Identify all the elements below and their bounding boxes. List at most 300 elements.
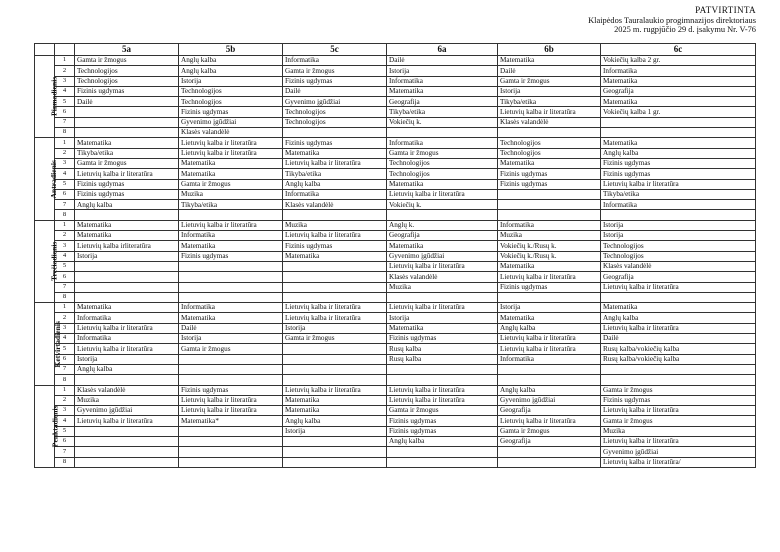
approval-title: PATVIRTINTA [695, 5, 756, 15]
lesson-row [35, 189, 756, 199]
lesson-cell: Gamta ir žmogus [387, 148, 498, 158]
lesson-cell: Informatika [179, 231, 283, 241]
day-label-cell [35, 303, 62, 385]
lesson-number: 2 [55, 231, 75, 241]
lesson-cell: Gamta ir žmogus [75, 158, 179, 168]
lesson-cell: Istorija [387, 66, 498, 76]
lesson-cell: Informatika [387, 76, 498, 86]
lesson-cell: Gamta ir žmogus [179, 179, 283, 189]
lesson-cell [179, 457, 283, 467]
lesson-cell [179, 261, 283, 271]
lesson-cell: Fizinis ugdymas [601, 158, 756, 168]
lesson-cell [283, 128, 387, 138]
lesson-cell: Lietuvių kalba ir literatūra [601, 436, 756, 446]
lesson-cell: Anglų kalba [601, 148, 756, 158]
lesson-number: 4 [55, 334, 75, 344]
lesson-cell: Matematika [498, 261, 601, 271]
lesson-cell [283, 354, 387, 364]
lesson-number: 2 [55, 395, 75, 405]
lesson-cell: Istorija [179, 76, 283, 86]
lesson-cell: Vokiečių k. [387, 200, 498, 210]
lesson-cell [601, 117, 756, 127]
lesson-cell [75, 210, 179, 220]
lesson-number: 2 [55, 66, 75, 76]
lesson-cell: Istorija [75, 251, 179, 261]
lesson-cell: Matematika [601, 76, 756, 86]
lesson-cell: Anglų kalba [498, 323, 601, 333]
lesson-cell: Fizinis ugdymas [498, 179, 601, 189]
lesson-cell [75, 107, 179, 117]
lesson-row [35, 117, 756, 127]
lesson-row [35, 344, 756, 354]
lesson-row [35, 86, 756, 96]
lesson-cell: Matematika [75, 138, 179, 148]
lesson-cell [283, 344, 387, 354]
lesson-cell: Lietuvių kalba ir literatūra [601, 282, 756, 292]
lesson-number: 3 [55, 158, 75, 168]
lesson-number: 2 [55, 313, 75, 323]
lesson-row [35, 169, 756, 179]
lesson-cell [601, 375, 756, 385]
lesson-cell: Informatika [498, 354, 601, 364]
lesson-cell: Lietuvių kalba ir literatūra [498, 416, 601, 426]
lesson-cell: Lietuvių kalba ir literatūra [601, 179, 756, 189]
lesson-cell [179, 210, 283, 220]
lesson-cell: Istorija [387, 313, 498, 323]
lesson-cell: Rusų kalba/vokiečių kalba [601, 344, 756, 354]
day-label: Ketvirtadienis [52, 320, 62, 368]
lesson-cell: Fizinis ugdymas [283, 138, 387, 148]
lesson-cell [75, 282, 179, 292]
lesson-cell: Rusų kalba [387, 344, 498, 354]
lesson-cell: Vokiečių kalba 1 gr. [601, 107, 756, 117]
lesson-cell: Matematika [498, 158, 601, 168]
lesson-cell: Matematika [75, 220, 179, 230]
lesson-cell: Muzika [283, 220, 387, 230]
lesson-cell: Technologijos [498, 138, 601, 148]
lesson-cell: Fizinis ugdymas [498, 169, 601, 179]
lesson-number: 7 [55, 117, 75, 127]
lesson-cell [75, 426, 179, 436]
lesson-row [35, 56, 756, 66]
lesson-cell: Technologijos [387, 158, 498, 168]
lesson-number: 4 [55, 251, 75, 261]
approval-line-2: 2025 m. rugpjūčio 29 d. įsakymu Nr. V-76 [614, 25, 756, 35]
lesson-cell: Geografija [498, 406, 601, 416]
lesson-cell [283, 436, 387, 446]
lesson-cell [75, 117, 179, 127]
lesson-cell: Geografija [498, 436, 601, 446]
lesson-cell [601, 364, 756, 374]
lesson-number: 6 [55, 436, 75, 446]
lesson-number: 3 [55, 241, 75, 251]
lesson-number: 6 [55, 272, 75, 282]
lesson-row [35, 261, 756, 271]
lesson-number: 7 [55, 200, 75, 210]
lesson-number: 5 [55, 179, 75, 189]
lesson-cell: Klasės valandėlė [498, 117, 601, 127]
lesson-cell: Lietuvių kalba ir literatūra [283, 303, 387, 313]
lesson-cell: Anglų kalba [75, 364, 179, 374]
lesson-cell: Anglų kalba [601, 313, 756, 323]
lesson-row [35, 66, 756, 76]
lesson-cell [75, 436, 179, 446]
lesson-cell: Anglų kalba [387, 436, 498, 446]
lesson-cell: Matematika [601, 303, 756, 313]
lesson-cell: Klasės valandėlė [387, 272, 498, 282]
lesson-cell: Dailė [498, 66, 601, 76]
lesson-cell [179, 364, 283, 374]
lesson-row [35, 323, 756, 333]
lesson-row [35, 282, 756, 292]
lesson-cell [601, 210, 756, 220]
lesson-cell: Informatika [498, 220, 601, 230]
lesson-cell: Gyvenimo įgūdžiai [601, 447, 756, 457]
lesson-row [35, 76, 756, 86]
lesson-row [35, 272, 756, 282]
lesson-cell: Lietuvių kalba ir literatūra [283, 158, 387, 168]
lesson-cell: Anglų kalba [75, 200, 179, 210]
lesson-cell: Lietuvių kalba ir literatūra [179, 148, 283, 158]
lesson-cell [498, 292, 601, 302]
lesson-cell [601, 128, 756, 138]
lesson-cell: Tikyba/etika [498, 97, 601, 107]
lesson-cell: Technologijos [179, 97, 283, 107]
lesson-cell: Anglų k. [387, 220, 498, 230]
lesson-cell: Vokiečių k./Rusų k. [498, 241, 601, 251]
day-label: Trečiadienis [49, 241, 59, 282]
lesson-number: 5 [55, 344, 75, 354]
lesson-cell: Technologijos [283, 117, 387, 127]
lesson-number: 7 [55, 447, 75, 457]
lesson-cell: Geografija [387, 97, 498, 107]
day-label: Antradienis [48, 159, 58, 199]
lesson-cell [75, 292, 179, 302]
lesson-row [35, 457, 756, 467]
lesson-cell: Vokiečių k. [387, 117, 498, 127]
lesson-number: 4 [55, 169, 75, 179]
lesson-cell: Gyvenimo įgūdžiai [498, 395, 601, 405]
lesson-cell: Geografija [387, 231, 498, 241]
lesson-cell: Lietuvių kalba ir literatūra [387, 261, 498, 271]
lesson-cell: Vokiečių kalba 2 gr. [601, 56, 756, 66]
lesson-number: 1 [55, 138, 75, 148]
lesson-cell [179, 447, 283, 457]
lesson-cell: Informatika [387, 138, 498, 148]
class-header: 5a [75, 44, 179, 56]
lesson-cell: Lietuvių kalba ir literatūra [179, 406, 283, 416]
lesson-cell: Informatika [283, 189, 387, 199]
lesson-row [35, 158, 756, 168]
lesson-cell: Technologijos [75, 76, 179, 86]
lesson-cell: Matematika [179, 169, 283, 179]
lesson-cell: Istorija [179, 334, 283, 344]
lesson-cell: Technologijos [498, 148, 601, 158]
lesson-number: 8 [55, 128, 75, 138]
lesson-cell: Tikyba/etika [75, 148, 179, 158]
lesson-number: 8 [55, 292, 75, 302]
lesson-cell: Istorija [75, 354, 179, 364]
lesson-cell: Lietuvių kalba ir literatūra [387, 303, 498, 313]
lesson-cell [498, 447, 601, 457]
lesson-cell: Informatika [283, 56, 387, 66]
lesson-row [35, 364, 756, 374]
lesson-cell: Gamta ir žmogus [601, 385, 756, 395]
approval-line-1: Klaipėdos Tauralaukio progimnazijos direktoriaus [588, 15, 756, 25]
lesson-cell: Muzika [179, 189, 283, 199]
lesson-cell: Lietuvių kalba ir literatūra [283, 231, 387, 241]
lesson-cell: Matematika [387, 241, 498, 251]
lesson-cell [283, 261, 387, 271]
lesson-row [35, 179, 756, 189]
lesson-cell [283, 272, 387, 282]
lesson-cell: Lietuvių kalba ir literatūra [179, 220, 283, 230]
lesson-row [35, 220, 756, 230]
lesson-cell: Lietuvių kalba ir literatūra [387, 395, 498, 405]
lesson-cell: Matematika* [179, 416, 283, 426]
lesson-cell [601, 292, 756, 302]
class-header: 5b [179, 44, 283, 56]
lesson-row [35, 138, 756, 148]
lesson-cell [75, 457, 179, 467]
lesson-cell [75, 261, 179, 271]
lesson-cell: Gamta ir žmogus [498, 76, 601, 86]
lesson-number: 1 [55, 220, 75, 230]
lesson-number: 5 [55, 261, 75, 271]
lesson-row [35, 375, 756, 385]
lesson-cell: Technologijos [601, 251, 756, 261]
lesson-cell [179, 272, 283, 282]
lesson-cell: Lietuvių kalba ir literatūra [387, 385, 498, 395]
class-header: 6b [498, 44, 601, 56]
lesson-row [35, 148, 756, 158]
timetable-body [35, 56, 756, 468]
lesson-cell [283, 282, 387, 292]
lesson-number: 8 [55, 375, 75, 385]
lesson-cell: Dailė [283, 86, 387, 96]
lesson-cell: Matematika [387, 179, 498, 189]
lesson-cell: Fizinis ugdymas [498, 282, 601, 292]
lesson-cell: Gamta ir žmogus [498, 426, 601, 436]
lesson-cell: Gamta ir žmogus [387, 406, 498, 416]
lesson-cell: Dailė [601, 334, 756, 344]
lesson-number: 3 [55, 323, 75, 333]
lesson-number: 1 [55, 303, 75, 313]
lesson-cell: Tikyba/etika [387, 107, 498, 117]
lesson-cell [283, 364, 387, 374]
lesson-cell: Tikyba/etika [601, 189, 756, 199]
lesson-cell: Lietuvių kalba ir literatūra [498, 344, 601, 354]
lesson-cell [283, 447, 387, 457]
lesson-cell [283, 292, 387, 302]
lesson-cell [387, 375, 498, 385]
lesson-cell: Informatika [179, 303, 283, 313]
lesson-cell [283, 210, 387, 220]
lesson-row [35, 447, 756, 457]
lesson-cell: Lietuvių kalba ir literatūra [283, 385, 387, 395]
approval-block [496, 6, 756, 35]
lesson-cell: Fizinis ugdymas [179, 385, 283, 395]
lesson-cell: Tikyba/etika [283, 169, 387, 179]
lesson-cell: Gyvenimo įgūdžiai [179, 117, 283, 127]
lesson-cell [179, 426, 283, 436]
lesson-cell [283, 375, 387, 385]
lesson-number: 5 [55, 97, 75, 107]
lesson-number: 8 [55, 210, 75, 220]
day-label: Penktadienis [50, 405, 60, 448]
lesson-row [35, 210, 756, 220]
lesson-cell: Fizinis ugdymas [387, 426, 498, 436]
lesson-cell: Anglų kalba [179, 66, 283, 76]
lesson-number: 2 [55, 148, 75, 158]
class-header: 5c [283, 44, 387, 56]
lesson-row [35, 406, 756, 416]
lesson-cell: Matematika [75, 303, 179, 313]
lesson-cell [75, 272, 179, 282]
lesson-cell: Lietuvių kalba ir literatūra [179, 138, 283, 148]
lesson-cell: Klasės valandėlė [179, 128, 283, 138]
lesson-cell: Lietuvių kalba ir literatūra [75, 323, 179, 333]
lesson-number: 6 [55, 354, 75, 364]
lesson-cell [387, 210, 498, 220]
header-corner [55, 44, 75, 56]
day-label-cell [35, 220, 59, 302]
day-label-cell [35, 138, 58, 220]
lesson-cell: Rusų kalba [387, 354, 498, 364]
lesson-cell: Fizinis ugdymas [75, 179, 179, 189]
lesson-cell: Dailė [387, 56, 498, 66]
lesson-cell: Informatika [75, 334, 179, 344]
lesson-row [35, 416, 756, 426]
lesson-cell: Gyvenimo įgūdžiai [387, 251, 498, 261]
lesson-row [35, 303, 756, 313]
lesson-cell: Lietuvių kalba ir literatūra [601, 406, 756, 416]
lesson-cell: Matematika [179, 241, 283, 251]
lesson-cell: Lietuvių kalba ir literatūra [179, 395, 283, 405]
lesson-cell: Lietuvių kalba ir literatūra [75, 416, 179, 426]
lesson-cell: Lietuvių kalba irliteratūra [75, 241, 179, 251]
lesson-cell: Technologijos [387, 169, 498, 179]
lesson-cell: Anglų kalba [283, 179, 387, 189]
lesson-cell: Lietuvių kalba ir literatūra [498, 272, 601, 282]
lesson-cell: Anglų kalba [498, 385, 601, 395]
lesson-number: 6 [55, 189, 75, 199]
lesson-cell [179, 375, 283, 385]
lesson-row [35, 313, 756, 323]
lesson-cell [75, 447, 179, 457]
lesson-cell: Istorija [283, 323, 387, 333]
lesson-cell: Fizinis ugdymas [75, 86, 179, 96]
lesson-number: 3 [55, 76, 75, 86]
lesson-number: 1 [55, 385, 75, 395]
lesson-cell [498, 457, 601, 467]
lesson-cell [498, 128, 601, 138]
lesson-cell: Fizinis ugdymas [387, 334, 498, 344]
lesson-cell: Matematika [283, 251, 387, 261]
lesson-cell: Matematika [75, 231, 179, 241]
class-header: 6a [387, 44, 498, 56]
lesson-cell: Fizinis ugdymas [179, 251, 283, 261]
lesson-cell [498, 364, 601, 374]
lesson-cell: Matematika [283, 406, 387, 416]
lesson-cell: Lietuvių kalba ir literatūra [283, 313, 387, 323]
lesson-cell: Gyvenimo įgūdžiai [75, 406, 179, 416]
lesson-cell: Rusų kalba/vokiečių kalba [601, 354, 756, 364]
lesson-cell [75, 375, 179, 385]
lesson-cell: Geografija [601, 272, 756, 282]
lesson-number: 4 [55, 416, 75, 426]
lesson-cell: Informatika [75, 313, 179, 323]
lesson-row [35, 97, 756, 107]
lesson-cell: Gamta ir žmogus [179, 344, 283, 354]
lesson-row [35, 395, 756, 405]
lesson-cell: Matematika [283, 395, 387, 405]
lesson-number: 3 [55, 406, 75, 416]
lesson-cell [387, 457, 498, 467]
lesson-row [35, 231, 756, 241]
day-label-cell [35, 56, 59, 138]
lesson-cell: Istorija [498, 303, 601, 313]
lesson-cell: Istorija [498, 86, 601, 96]
lesson-cell: Fizinis ugdymas [387, 416, 498, 426]
lesson-row [35, 107, 756, 117]
lesson-row [35, 128, 756, 138]
lesson-cell: Fizinis ugdymas [283, 241, 387, 251]
lesson-cell: Anglų kalba [283, 416, 387, 426]
lesson-cell: Dailė [75, 97, 179, 107]
lesson-cell: Lietuvių kalba ir literatūra [498, 107, 601, 117]
lesson-cell: Matematika [283, 148, 387, 158]
lesson-row [35, 334, 756, 344]
lesson-cell: Technologijos [283, 107, 387, 117]
lesson-row [35, 354, 756, 364]
lesson-row [35, 200, 756, 210]
lesson-row [35, 251, 756, 261]
lesson-cell: Muzika [387, 282, 498, 292]
lesson-cell: Lietuvių kalba ir literatūra [75, 169, 179, 179]
lesson-cell: Fizinis ugdymas [601, 395, 756, 405]
lesson-cell [498, 200, 601, 210]
day-label: Pirmadienis [49, 77, 59, 117]
class-header: 6c [601, 44, 756, 56]
lesson-cell: Lietuvių kalba ir literatūra [75, 344, 179, 354]
header-corner [35, 44, 55, 56]
lesson-cell: Matematika [498, 56, 601, 66]
lesson-cell: Fizinis ugdymas [75, 189, 179, 199]
lesson-row [35, 241, 756, 251]
lesson-cell: Technologijos [75, 66, 179, 76]
lesson-cell [283, 457, 387, 467]
lesson-cell [179, 436, 283, 446]
day-label-cell [35, 385, 60, 467]
lesson-cell: Fizinis ugdymas [283, 76, 387, 86]
lesson-cell: Tikyba/etika [179, 200, 283, 210]
lesson-number: 4 [55, 86, 75, 96]
lesson-cell: Istorija [601, 231, 756, 241]
lesson-cell [498, 189, 601, 199]
lesson-row [35, 426, 756, 436]
lesson-number: 1 [55, 56, 75, 66]
lesson-cell: Matematika [179, 313, 283, 323]
lesson-number: 8 [55, 457, 75, 467]
lesson-cell [387, 128, 498, 138]
lesson-cell: Lietuvių kalba ir literatūra [498, 334, 601, 344]
lesson-number: 6 [55, 107, 75, 117]
lesson-cell: Vokiečių k./Rusų k. [498, 251, 601, 261]
lesson-row [35, 385, 756, 395]
lesson-cell: Technologijos [601, 241, 756, 251]
lesson-cell: Matematika [387, 323, 498, 333]
